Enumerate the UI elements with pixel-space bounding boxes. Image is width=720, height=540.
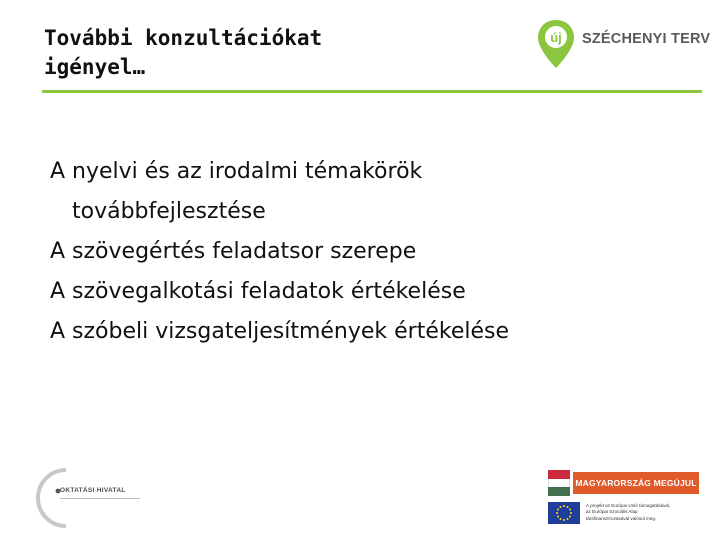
title-underline (42, 90, 702, 93)
eu-funding-text (586, 503, 704, 522)
location-pin-icon (536, 18, 576, 70)
logo-divider (60, 498, 140, 499)
eu-text-line: az Európai Szociális Alap (586, 509, 638, 515)
bullet-item (50, 152, 690, 232)
magyarorszag-megujul-text: MAGYARORSZÁG MEGÚJUL (573, 472, 699, 494)
bullet-text: A szövegértés feladatsor szerepe (50, 239, 417, 264)
eu-text-line: társfinanszírozásával valósul meg. (586, 515, 657, 521)
eu-flag-icon (548, 502, 580, 524)
bullet-text: A szövegalkotási feladatok értékelése (50, 279, 466, 304)
szechenyi-terv-text: SZÉCHENYI TERV (582, 31, 711, 47)
bullet-continuation: továbbfejlesztése (72, 199, 266, 224)
magyarorszag-megujul-logo (548, 468, 698, 498)
hungarian-flag-icon (548, 470, 570, 496)
bullet-item (50, 272, 690, 312)
bullet-item (50, 232, 690, 272)
eu-funding-logo (548, 500, 698, 528)
bullet-item (50, 312, 690, 352)
bullet-text: A szóbeli vizsgateljesítmények értékelése (50, 319, 510, 344)
oktatasi-hivatal-text: OKTATÁSI HIVATAL (60, 487, 126, 494)
szechenyi-terv-logo (534, 18, 711, 70)
oktatasi-hivatal-logo (26, 466, 136, 530)
slide-title: További konzultációkat igényel… (44, 26, 323, 79)
pin-text: új (550, 30, 562, 45)
bullet-text: A nyelvi és az irodalmi témakörök (50, 159, 423, 184)
bullet-list (50, 152, 690, 352)
eu-text-line: A projekt az Európai Unió támogatásával, (586, 503, 671, 508)
